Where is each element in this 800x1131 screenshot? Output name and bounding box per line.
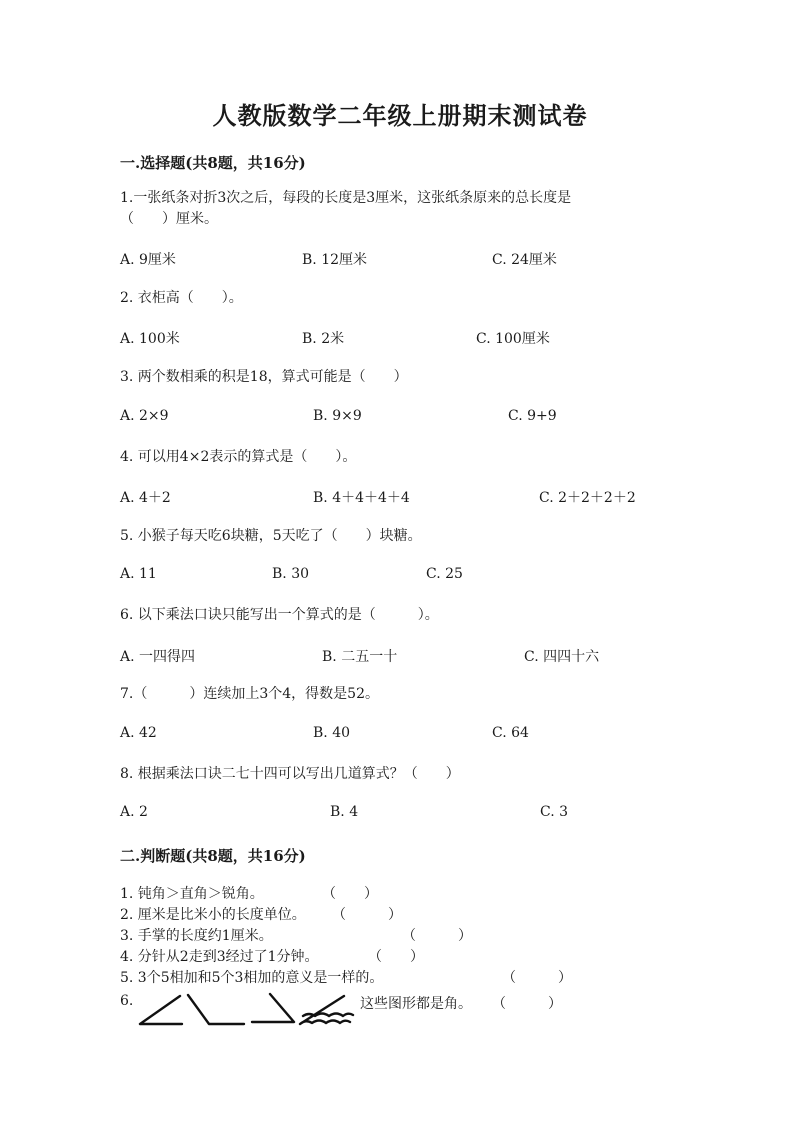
answer-paren: （ ） — [332, 907, 402, 923]
option-b: B. 二五一十 — [322, 649, 398, 665]
judge-item-6: 6. — [120, 993, 134, 1009]
question-1 — [120, 188, 680, 230]
question-3: 3. 两个数相乘的积是18，算式可能是（ ） — [120, 369, 408, 385]
option-c: C. 100厘米 — [476, 331, 550, 347]
option-a: A. 4＋2 — [120, 490, 171, 506]
angle-figures — [136, 991, 358, 1031]
judge-item-3: 3. 手掌的长度约1厘米。 — [120, 928, 273, 944]
option-c: C. 64 — [492, 725, 529, 741]
option-b: B. 40 — [313, 725, 351, 741]
question-5: 5. 小猴子每天吃6块糖，5天吃了（ ）块糖。 — [120, 528, 422, 544]
option-a: A. 9厘米 — [120, 252, 176, 268]
option-a: A. 11 — [120, 566, 157, 582]
judge-item-1: 1. 钝角＞直角＞锐角。 — [120, 886, 264, 902]
angle-figure-4 — [300, 996, 350, 1024]
option-b: B. 30 — [272, 566, 310, 582]
angle-figure-2 — [188, 995, 244, 1024]
question-6: 6. 以下乘法口诀只能写出一个算式的是（ ）。 — [120, 607, 439, 623]
judge-item-5: 5. 3个5相加和5个3相加的意义是一样的。 — [120, 970, 384, 986]
option-a: A. 2×9 — [120, 408, 169, 424]
option-a: A. 一四得四 — [120, 649, 196, 665]
page-title: 人教版数学二年级上册期末测试卷 — [212, 101, 588, 130]
judge-item-6-suffix: 这些图形都是角。 — [360, 996, 472, 1012]
option-a: A. 42 — [120, 725, 157, 741]
option-b: B. 4 — [330, 804, 359, 820]
section-heading-judge: 二.判断题(共8题，共16分) — [120, 847, 306, 865]
option-b: B. 12厘米 — [302, 252, 368, 268]
option-c: C. 3 — [540, 804, 569, 820]
option-b: B. 2米 — [302, 331, 345, 347]
question-text: 1.一张纸条对折3次之后，每段的长度是3厘米，这张纸条原来的总长度是 — [120, 190, 572, 206]
section-heading-choice: 一.选择题(共8题，共16分) — [120, 154, 306, 172]
question-text-cont: （ ）厘米。 — [120, 211, 218, 227]
option-b: B. 9×9 — [313, 408, 362, 424]
answer-paren: （ ） — [322, 886, 378, 902]
answer-paren: （ ） — [502, 970, 572, 986]
option-a: A. 100米 — [120, 331, 180, 347]
answer-paren: （ ） — [368, 949, 424, 965]
answer-paren: （ ） — [492, 996, 562, 1012]
question-8: 8. 根据乘法口诀二七十四可以写出几道算式？（ ） — [120, 766, 460, 782]
option-c: C. 9+9 — [508, 408, 557, 424]
angle-figure-1 — [140, 996, 182, 1024]
question-7: 7.（ ）连续加上3个4，得数是52。 — [120, 686, 379, 702]
option-c: C. 24厘米 — [492, 252, 557, 268]
option-b: B. 4＋4＋4＋4 — [313, 490, 410, 506]
option-c: C. 四四十六 — [524, 649, 600, 665]
judge-item-4: 4. 分针从2走到3经过了1分钟。 — [120, 949, 319, 965]
question-2: 2. 衣柜高（ ）。 — [120, 290, 243, 306]
answer-paren: （ ） — [402, 928, 472, 944]
judge-item-2: 2. 厘米是比米小的长度单位。 — [120, 907, 306, 923]
option-c: C. 25 — [426, 566, 463, 582]
option-c: C. 2＋2＋2＋2 — [539, 490, 636, 506]
option-a: A. 2 — [120, 804, 148, 820]
question-4: 4. 可以用4×2表示的算式是（ ）。 — [120, 449, 357, 465]
angle-figure-3 — [252, 994, 294, 1022]
